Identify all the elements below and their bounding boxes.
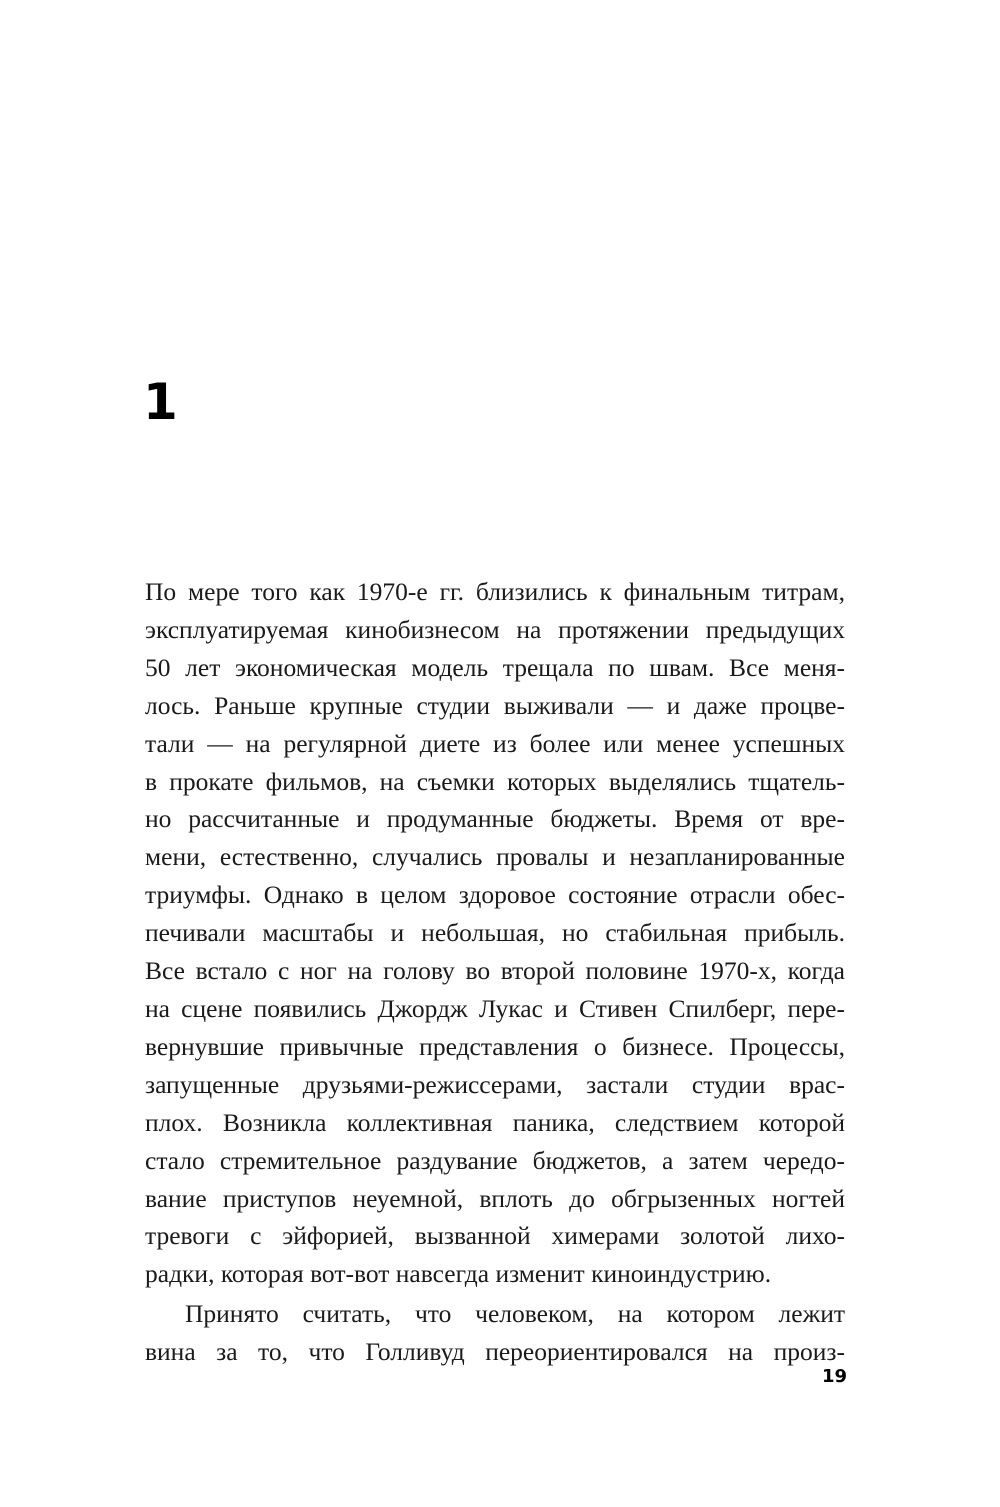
paragraph-2 [145, 1295, 845, 1371]
text-line: на сцене появились Джордж Лукас и Стивен Спилберг, пере- [145, 993, 845, 1023]
text-line: в прокате фильмов, на съемки которых выделялись тщатель- [145, 766, 845, 796]
text-line: эксплуатируемая кинобизнесом на протяжении предыдущих [145, 614, 845, 644]
body-text [145, 573, 845, 1371]
text-line: плох. Возникла коллективная паника, следствием которой [145, 1107, 845, 1137]
text-line: вина за то, что Голливуд переориентировался на произ- [145, 1337, 845, 1367]
text-line: стало стремительное раздувание бюджетов, а затем чередо- [145, 1145, 845, 1175]
text-line: тали — на регулярной диете из более или менее успешных [145, 728, 845, 758]
chapter-number: 1 [143, 373, 178, 431]
text-line: лось. Раньше крупные студии выживали — и даже процве- [145, 690, 845, 720]
paragraph-1 [145, 573, 845, 1293]
text-line: Все встало с ног на голову во второй половине 1970-х, когда [145, 956, 845, 986]
text-line: вернувшие привычные представления о бизнесе. Процессы, [145, 1031, 845, 1061]
text-line: мени, естественно, случались провалы и незапланированные [145, 842, 845, 872]
text-line: запущенные друзьями-режиссерами, застали студии врас- [145, 1069, 845, 1099]
text-line: тревоги с эйфорией, вызванной химерами золотой лихо- [145, 1221, 845, 1251]
text-line: радки, которая вот-вот навсегда изменит киноиндустрию. [145, 1259, 772, 1289]
text-line: По мере того как 1970-е гг. близились к финальным титрам, [145, 577, 845, 606]
page-number: 19 [821, 1366, 847, 1387]
text-line: Принято считать, что человеком, на котором лежит [185, 1299, 845, 1329]
text-line: вание приступов неуемной, вплоть до обгрызенных ногтей [145, 1183, 845, 1213]
text-line: 50 лет экономическая модель трещала по швам. Все меня- [145, 652, 845, 682]
text-line: печивали масштабы и небольшая, но стабильная прибыль. [145, 918, 845, 948]
text-line: триумфы. Однако в целом здоровое состояние отрасли обес- [145, 880, 845, 910]
text-line: но рассчитанные и продуманные бюджеты. Время от вре- [145, 804, 845, 834]
